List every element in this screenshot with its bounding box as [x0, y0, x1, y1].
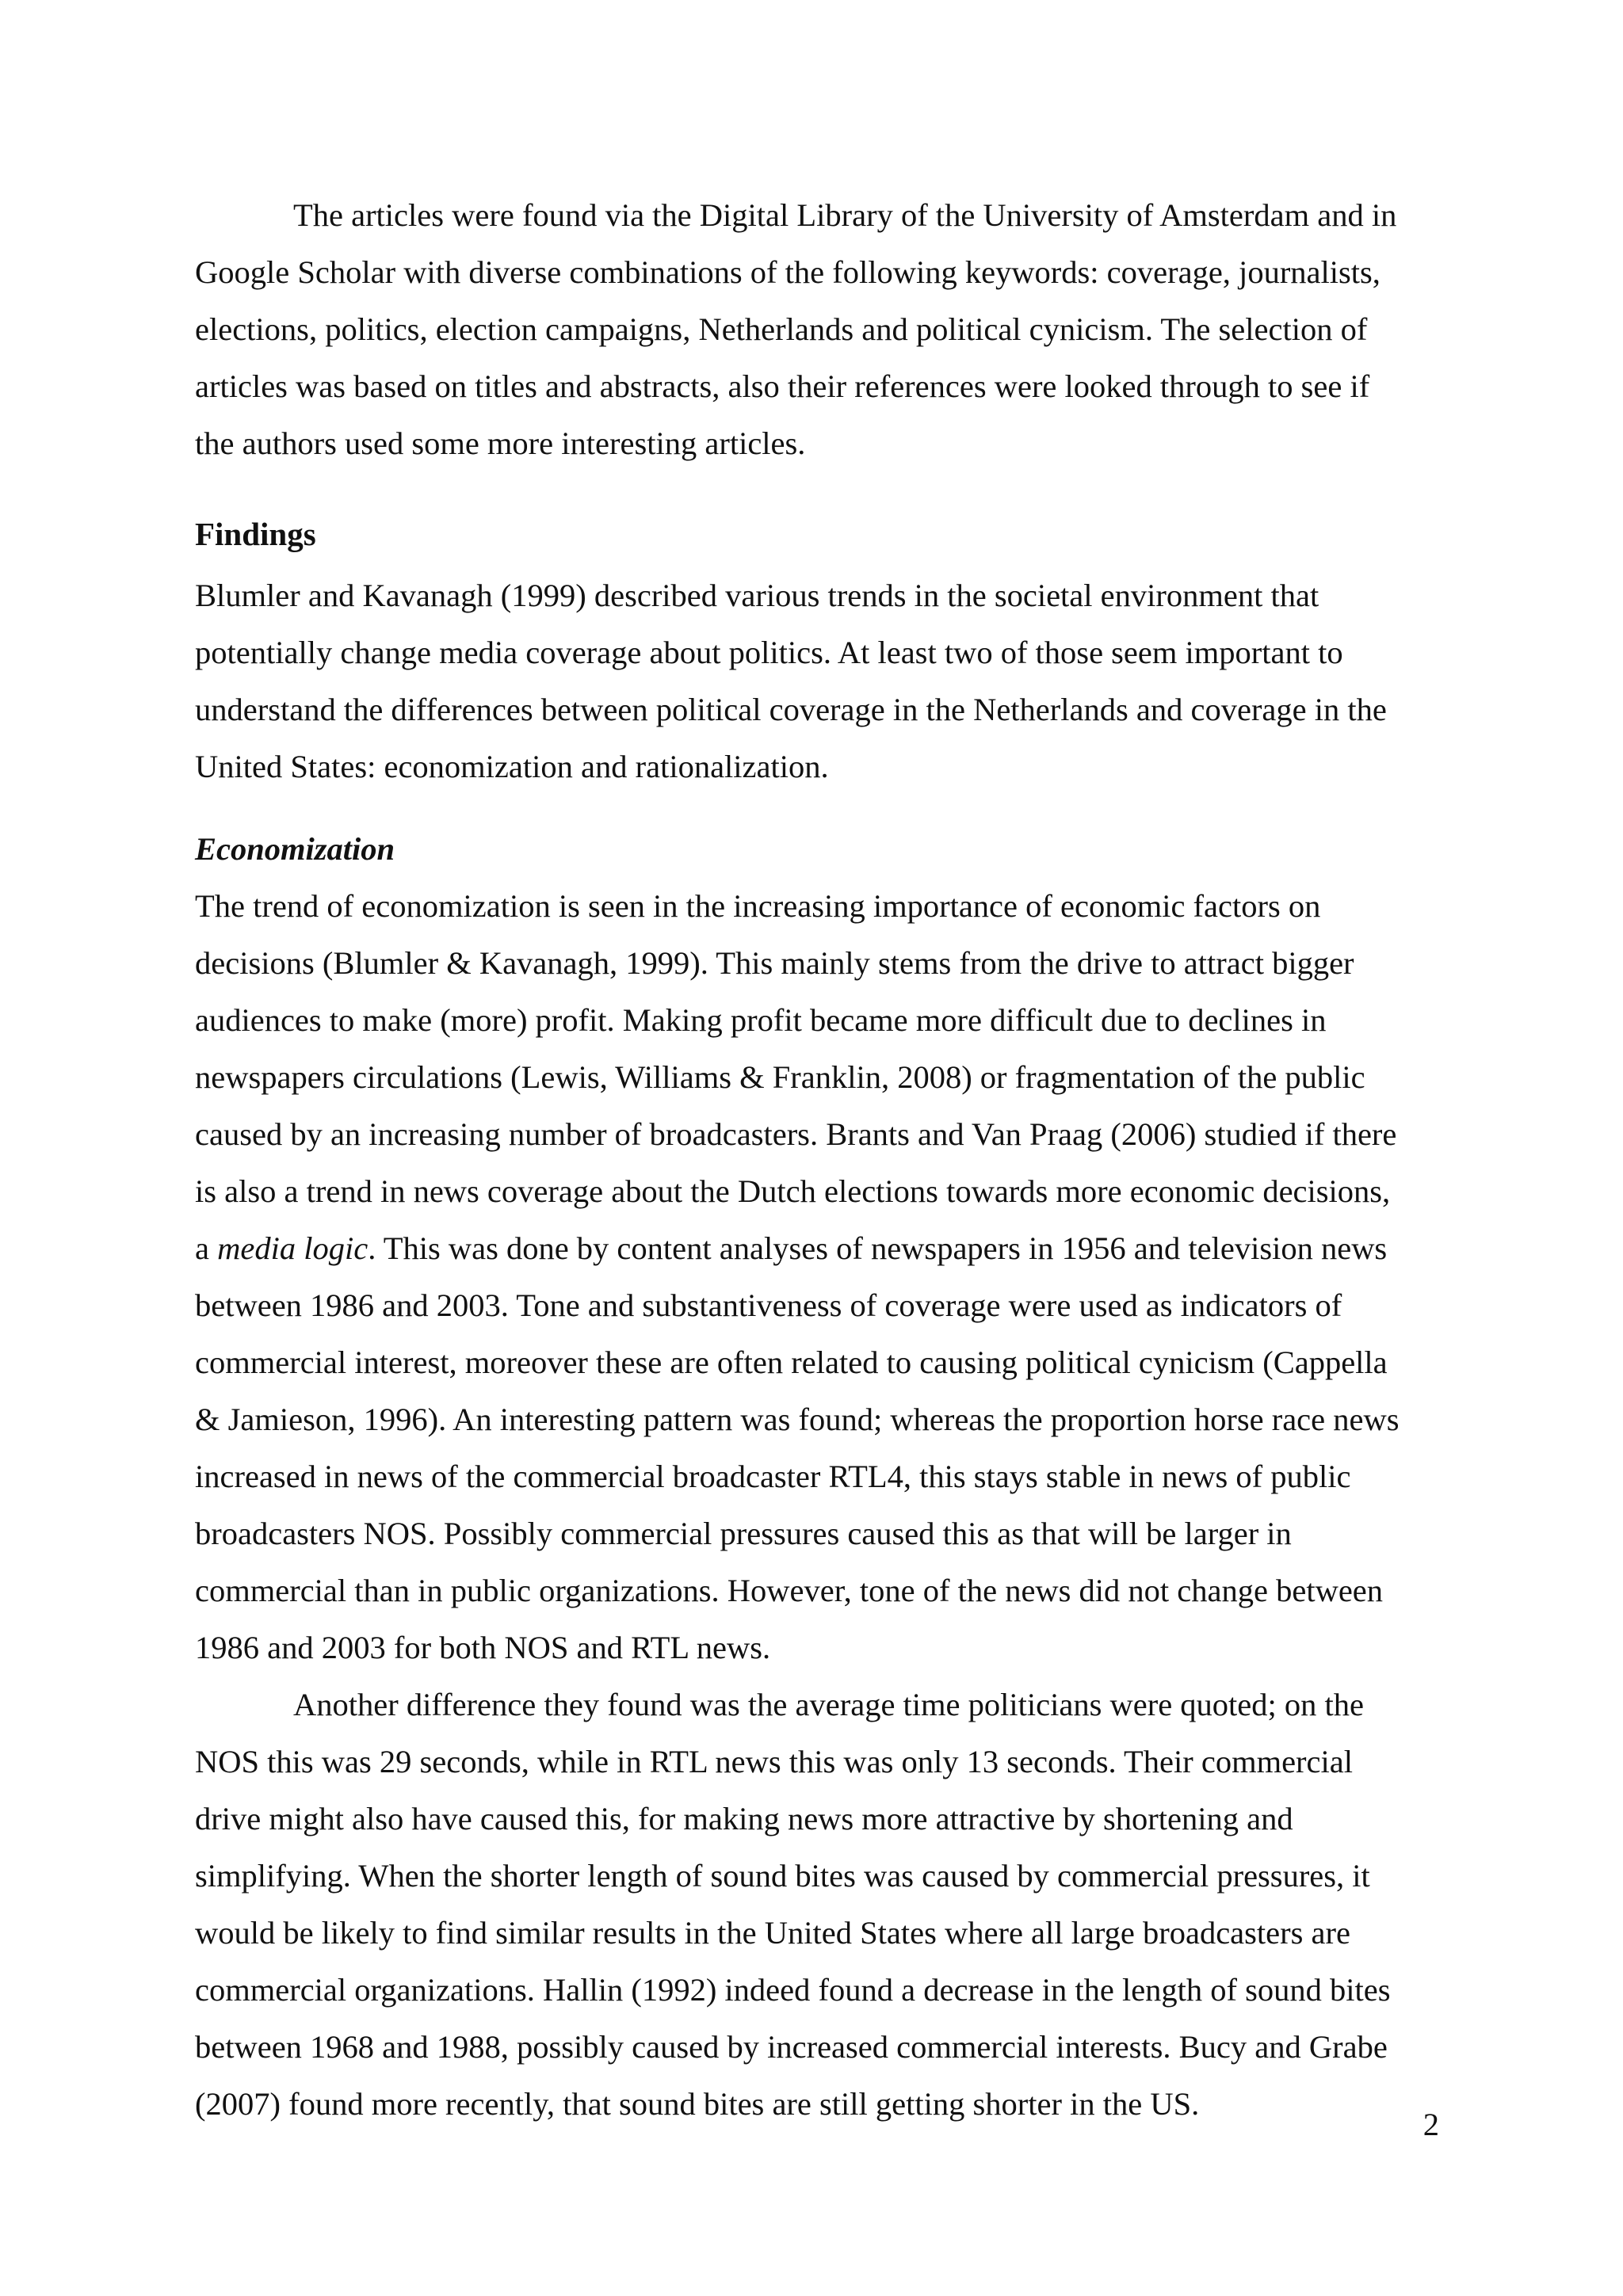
economization-line: drive might also have caused this, for making news more attractive by shortening and — [195, 1801, 1293, 1836]
intro-line: Google Scholar with diverse combinations of the following keywords: coverage, journalists, — [195, 254, 1381, 290]
economization-line: (2007) found more recently, that sound bites are still getting shorter in the US. — [195, 2086, 1200, 2122]
economization-line: NOS this was 29 seconds, while in RTL news this was only 13 seconds. Their commercial — [195, 1744, 1353, 1779]
economization-paragraph-2 — [195, 1676, 1439, 2133]
media-logic-prefix: a — [195, 1230, 218, 1266]
economization-line: decisions (Blumler & Kavanagh, 1999). This mainly stems from the drive to attract bigger — [195, 945, 1354, 981]
economization-line: newspapers circulations (Lewis, Williams & Franklin, 2008) or fragmentation of the public — [195, 1059, 1365, 1095]
economization-line: commercial organizations. Hallin (1992) indeed found a decrease in the length of sound bites — [195, 1972, 1391, 2008]
intro-paragraph — [195, 187, 1439, 472]
economization-line: commercial than in public organizations. However, tone of the news did not change between — [195, 1573, 1384, 1608]
economization-line: The trend of economization is seen in the increasing importance of economic factors on — [195, 888, 1321, 924]
economization-line: & Jamieson, 1996). An interesting pattern was found; whereas the proportion horse race news — [195, 1402, 1400, 1437]
economization-line: would be likely to find similar results in the United States where all large broadcasters are — [195, 1915, 1350, 1951]
findings-heading: Findings — [195, 516, 316, 552]
economization-line: increased in news of the commercial broadcaster RTL4, this stays stable in news of public — [195, 1459, 1351, 1494]
media-logic-line — [195, 1220, 1439, 1277]
economization-line: broadcasters NOS. Possibly commercial pressures caused this as that will be larger in — [195, 1516, 1292, 1551]
findings-line: potentially change media coverage about politics. At least two of those seem important to — [195, 635, 1343, 670]
economization-line: 1986 and 2003 for both NOS and RTL news. — [195, 1630, 771, 1665]
intro-line: articles was based on titles and abstracts, also their references were looked through to see if — [195, 368, 1370, 404]
intro-line: the authors used some more interesting articles. — [195, 425, 806, 461]
intro-line: The articles were found via the Digital Library of the University of Amsterdam and in — [293, 197, 1397, 233]
economization-line: between 1968 and 1988, possibly caused by increased commercial interests. Bucy and Grabe — [195, 2029, 1388, 2065]
economization-line: simplifying. When the shorter length of sound bites was caused by commercial pressures, it — [195, 1858, 1370, 1894]
findings-line: United States: economization and rationalization. — [195, 749, 829, 784]
economization-line: commercial interest, moreover these are often related to causing political cynicism (Cappella — [195, 1344, 1388, 1380]
economization-line: between 1986 and 2003. Tone and substantiveness of coverage were used as indicators of — [195, 1287, 1342, 1323]
media-logic-term: media logic — [217, 1230, 369, 1266]
page-number: 2 — [1423, 2107, 1439, 2142]
media-logic-suffix: . This was done by content analyses of newspapers in 1956 and television news — [368, 1230, 1388, 1266]
findings-line: Blumler and Kavanagh (1999) described various trends in the societal environment that — [195, 578, 1319, 613]
economization-line: Another difference they found was the average time politicians were quoted; on the — [293, 1687, 1365, 1722]
economization-paragraph-1 — [195, 878, 1439, 1676]
findings-paragraph — [195, 567, 1439, 795]
economization-line: caused by an increasing number of broadcasters. Brants and Van Praag (2006) studied if there — [195, 1116, 1397, 1152]
intro-line: elections, politics, election campaigns, Netherlands and political cynicism. The selection of — [195, 311, 1368, 347]
economization-line: is also a trend in news coverage about the Dutch elections towards more economic decisions, — [195, 1173, 1391, 1209]
economization-line: audiences to make (more) profit. Making profit became more difficult due to declines in — [195, 1002, 1327, 1038]
findings-line: understand the differences between political coverage in the Netherlands and coverage in the — [195, 692, 1387, 727]
economization-subheading: Economization — [195, 831, 395, 867]
